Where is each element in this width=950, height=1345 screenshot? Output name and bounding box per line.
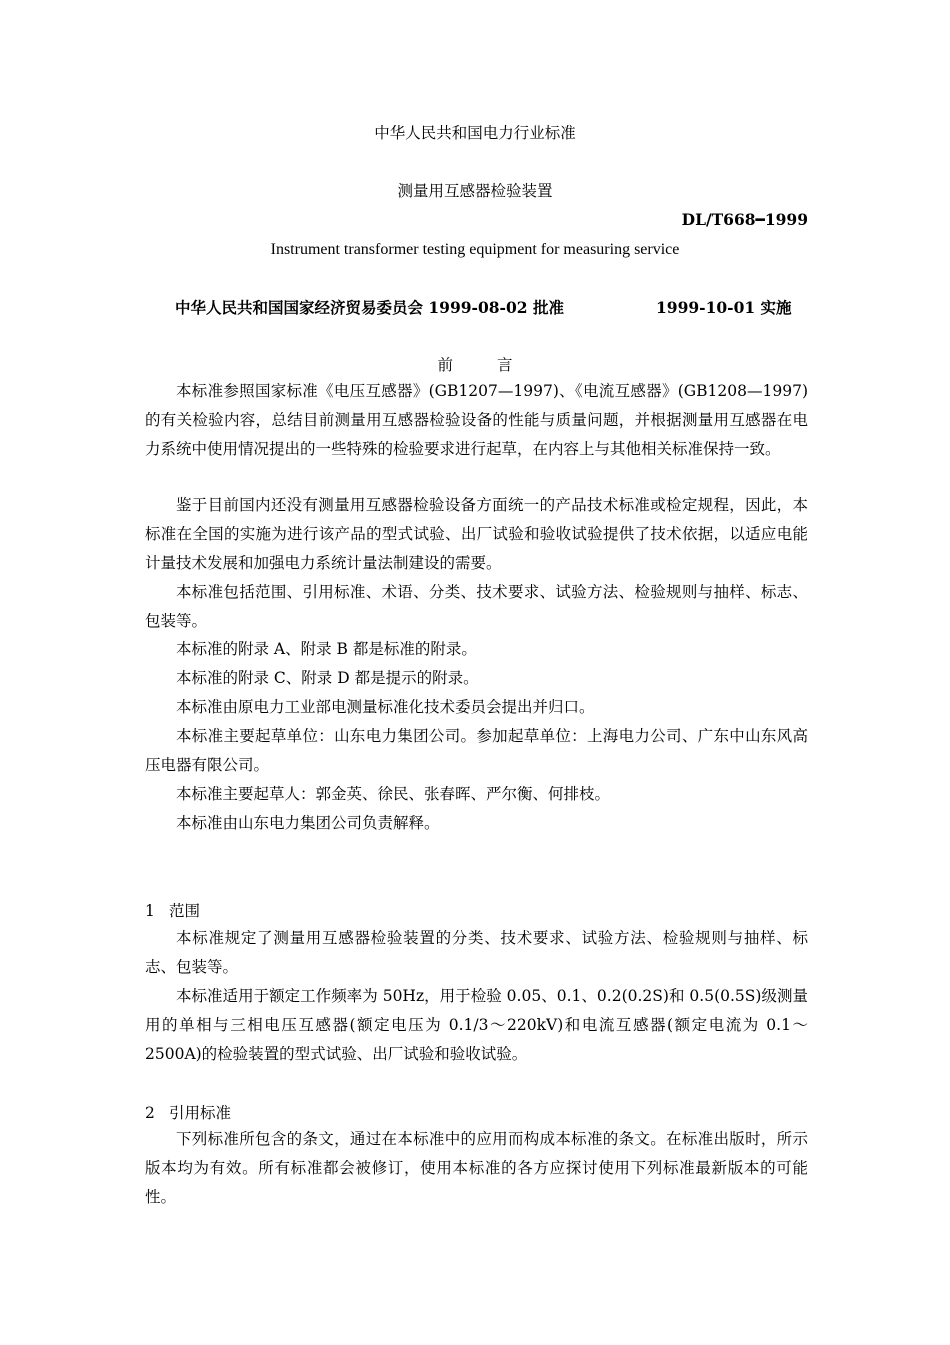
section-1-title: 范围 xyxy=(169,902,201,920)
industry-standard-heading: 中华人民共和国电力行业标准 xyxy=(374,124,576,142)
section-1-number: 1 xyxy=(145,902,155,920)
section-2-title: 引用标准 xyxy=(169,1104,232,1122)
preface-paragraph-7: 本标准主要起草单位：山东电力集团公司。参加起草单位：上海电力公司、广东中山东风高压电器有限公司。 xyxy=(145,727,808,774)
preface-paragraph-5: 本标准的附录 C、附录 D 都是提示的附录。 xyxy=(176,669,479,687)
preface-paragraph-2: 鉴于目前国内还没有测量用互感器检验设备方面统一的产品技术标准或检定规程，因此，本标准在全国的实施为进行该产品的型式试验、出厂试验和验收试验提供了技术依据，以适应电能计量技术发展和加强电力系统计量法制建设的需要。 xyxy=(145,496,808,572)
section-2-paragraph-1: 下列标准所包含的条文，通过在本标准中的应用而构成本标准的条文。在标准出版时，所示版本均为有效。所有标准都会被修订，使用本标准的各方应探讨使用下列标准最新版本的可能性。 xyxy=(145,1130,808,1206)
section-2-heading xyxy=(145,1101,231,1123)
section-1-heading xyxy=(145,899,200,921)
preface-heading: 前言 xyxy=(437,356,557,374)
standard-code: DL/T668━1999 xyxy=(681,210,808,229)
preface-paragraph-9: 本标准由山东电力集团公司负责解释。 xyxy=(176,814,440,832)
preface-paragraph-4: 本标准的附录 A、附录 B 都是标准的附录。 xyxy=(176,640,477,658)
document-title-en: Instrument transformer testing equipment for measuring service xyxy=(270,241,680,258)
preface-paragraph-1: 本标准参照国家标准《电压互感器》(GB1207—1997)、《电流互感器》(GB1208—1997)的有关检验内容，总结目前测量用互感器检验设备的性能与质量问题，并根据测量用互感器在电力系统中使用情况提出的一些特殊的检验要求进行起草，在内容上与其他相关标准保持一致。 xyxy=(145,382,808,458)
section-1-paragraph-1: 本标准规定了测量用互感器检验装置的分类、技术要求、试验方法、检验规则与抽样、标志、包装等。 xyxy=(145,929,808,976)
approval-line: 中华人民共和国国家经济贸易委员会 1999-08-02 批准 xyxy=(175,298,564,317)
document-title-cn: 测量用互感器检验装置 xyxy=(397,182,553,200)
implementation-date: 1999-10-01 实施 xyxy=(656,298,792,317)
preface-paragraph-3: 本标准包括范围、引用标准、术语、分类、技术要求、试验方法、检验规则与抽样、标志、包装等。 xyxy=(145,583,808,630)
section-2-number: 2 xyxy=(145,1104,155,1122)
preface-paragraph-6: 本标准由原电力工业部电测量标准化技术委员会提出并归口。 xyxy=(176,698,595,716)
section-1-paragraph-2: 本标准适用于额定工作频率为 50Hz，用于检验 0.05、0.1、0.2(0.2S)和 0.5(0.5S)级测量用的单相与三相电压互感器(额定电压为 0.1/3～220kV)和电流互感器(额定电流为 0.1～2500A)的检验装置的型式试验、出厂试验和验收试验。 xyxy=(145,987,808,1063)
preface-paragraph-8: 本标准主要起草人：郭金英、徐民、张春晖、严尔衡、何排枝。 xyxy=(176,785,611,803)
